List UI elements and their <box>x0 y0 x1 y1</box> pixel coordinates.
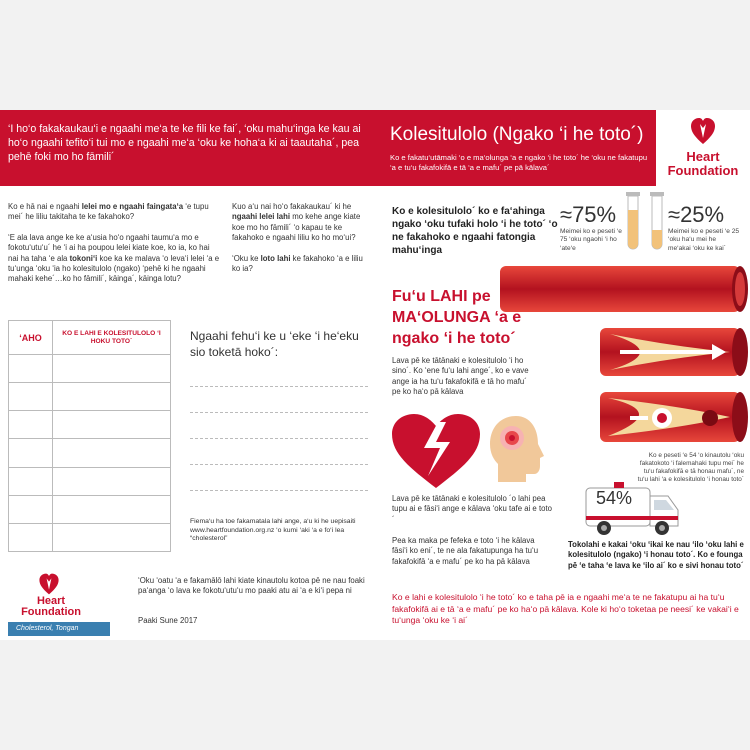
table-row[interactable] <box>9 411 171 439</box>
pea-text: Pea ka maka pe fefeka e toto ‘i he kālava fāsi‘i ko eni´, te ne ala fakatupunga ha tu‘u fakafokifā ‘a e mafu´ pe ko ha pā kālava <box>392 536 539 566</box>
heart-logo-icon <box>38 572 60 596</box>
broken-heart-icon <box>390 412 482 490</box>
bottom-warning: Ko e lahi e kolesitulolo ‘i he toto´ ko e taha pē ia e ngaahi me‘a te ne fakatupu ai ha tu‘u fakafokifā ai e tā ‘a e mafu´ pe ko ha‘o pā kālava. Kole ki ho‘o toketaa pe neesi´ ke vakai‘i e tu‘unga ‘oku ke ‘i ai´ <box>392 592 739 626</box>
head-headache-icon <box>488 414 546 484</box>
table-row[interactable] <box>9 523 171 551</box>
heart-logo-icon <box>690 116 716 146</box>
logo-header <box>656 110 750 186</box>
table-row[interactable] <box>9 467 171 495</box>
logo-line1: Heart <box>686 149 720 164</box>
footer-thanks: ‘Oku ‘oatu ‘a e fakamālō lahi kiate kinautolu kotoa pē ne nau foaki pa‘anga ‘o lava ke fokotu‘utu‘u mo paaki atu ai ‘a e ki‘i pepa ni <box>138 576 365 596</box>
question-line[interactable] <box>190 438 368 439</box>
question-line[interactable] <box>190 386 368 387</box>
banner-quote: ‘I ho‘o fakakaukau‘i e ngaahi me‘a te ke fili ke fai´, ‘oku mahu‘inga ke kau ai ho‘o ngaahi tefito‘i tui mo e ngaahi me‘a ‘oku ke hoha‘a ki ai taautaha´, pea pehē foki mo ho fāmili´ <box>8 123 361 163</box>
stat-25-text: Meimei ko e peseti ‘e 25 ‘oku ha‘u mei he me‘akai ‘oku ke kai´ <box>668 228 740 252</box>
language-tag: Cholesterol, Tongan <box>8 622 110 636</box>
page-subtitle: Ko e fakatu‘utāmaki ‘o e ma‘olunga ‘a e ngako ‘i he toto´ he ‘oku ne fakatupu ‘a e tu‘u fakafokifā e tā ‘a e mafu´ pe pā kālava´ <box>390 153 648 172</box>
big-warning-title: Fu‘u LAHI pe MA‘OLUNGA ‘a e ngako ‘i he toto´ <box>392 288 522 347</box>
logo-line2: Foundation <box>667 163 739 178</box>
footnote: Fiema‘u ha toe fakamatala lahi ange, a‘u ki he uepisaiti www.heartfoundation.org.nz ‘o kumi ‘aki ‘a e fo‘i lea “cholesterol” <box>190 518 356 542</box>
question-line[interactable] <box>190 464 368 465</box>
questions-title: Ngaahi fehu‘i ke u ‘eke ‘i he‘eku sio toketā hoko´: <box>190 329 359 359</box>
question-line[interactable] <box>190 412 368 413</box>
percent-54: 54% <box>596 488 633 508</box>
banner-right <box>382 110 656 186</box>
logo-footer-line2: Foundation <box>21 606 81 618</box>
percent-54-text: Ko e peseti ‘e 54 ‘o kinautolu ‘oku fakatokoto ‘i falemahaki tupu mei´ he tu‘u fakafokifā e tā honau mafu´, ne tu‘u lahi ‘a e kolesitulolo ‘i honau toto´ <box>637 452 744 483</box>
lava-text-2: Lava pē ke tātānaki e kolesitulolo ´o lahi pea tupu ai e fāsi‘i ange e kālava ‘oku tafe ai e toto´ <box>392 494 552 524</box>
intro-col1: Ko e hā nai e ngaahi lelei mo e ngaahi faingata‘a ‘e tupu mei´ he liliu takitaha te ke fakahoko? ‘E ala lava ange ke ke a‘usia ho‘o ngaahi taumu‘a mo e fokotu‘utu‘u´ he ‘i ai ha poupou lelei kiate koe, ko ia, ko hai nai ha taha ‘e ala tokoni‘i koe ka ke malava ‘o leva‘i lelei ‘a e tu‘unga ‘oku ‘ia ho kolesitulolo (ngako) ‘pehē ki he ngaahi mahaki kehe´…ko ho fāmili´, kāinga´, kāinga lotu? <box>8 202 220 284</box>
cholesterol-definition: Ko e kolesitulolo´ ko e fa‘ahinga ngako ‘oku tufaki holo ‘i he toto´ ‘o ne fakahoko e ngaahi fatongia mahu‘inga <box>392 206 558 256</box>
table-header-date: ‘AHO <box>9 321 53 355</box>
question-line[interactable] <box>190 490 368 491</box>
cholesterol-log-table <box>8 320 171 552</box>
table-row[interactable] <box>9 495 171 523</box>
logo-footer <box>8 572 94 618</box>
table-row[interactable] <box>9 355 171 383</box>
stat-75-percent: ≈75% <box>560 202 617 227</box>
test-tubes-icon <box>622 190 668 254</box>
logo-footer-line1: Heart <box>36 595 66 607</box>
stat-75-text: Meimei ko e peseti ‘e 75 ‘oku ngaohi ‘i ho ‘ate‘e <box>560 228 622 252</box>
table-header-level: KO E LAHI E KOLESITULOLO ‘I HOKU TOTO´ <box>53 321 171 355</box>
intro-col2: Kuo a‘u nai ho‘o fakakaukau´ ki he ngaahi lelei lahi mo kehe ange kiate koe mo ho fāmili´ ‘o kapau te ke fakahoko e ngaahi liliu ko ho mo‘ui? ‘Oku ke loto lahi ke fakahoko ‘a e liliu ko ia? <box>232 202 363 274</box>
footer-date: Paaki Sune 2017 <box>138 616 198 625</box>
lava-text: Lava pē ke tātānaki e kolesitulolo ‘i ho sino´. Ko ‘ene fu‘u lahi ange´, ko e vave ange ia ha tu‘u fakafokifā e tā ho mafu´ pe ko ha‘o pā kālava <box>392 356 529 397</box>
page-title: Kolesitulolo (Ngako ‘i he toto´) <box>390 124 644 145</box>
tokolahi-text: Tokolahi e kakai ‘oku ‘ikai ke nau ‘ilo ‘oku lahi e kolesitulolo (ngako) ‘i honau toto´. Ko e founga pē ‘e taha ‘e lava ke ‘ilo ai´ ko e sivi honau toto´ <box>568 540 744 570</box>
stat-25-percent: ≈25% <box>668 202 725 227</box>
table-row[interactable] <box>9 383 171 411</box>
table-row[interactable] <box>9 439 171 467</box>
